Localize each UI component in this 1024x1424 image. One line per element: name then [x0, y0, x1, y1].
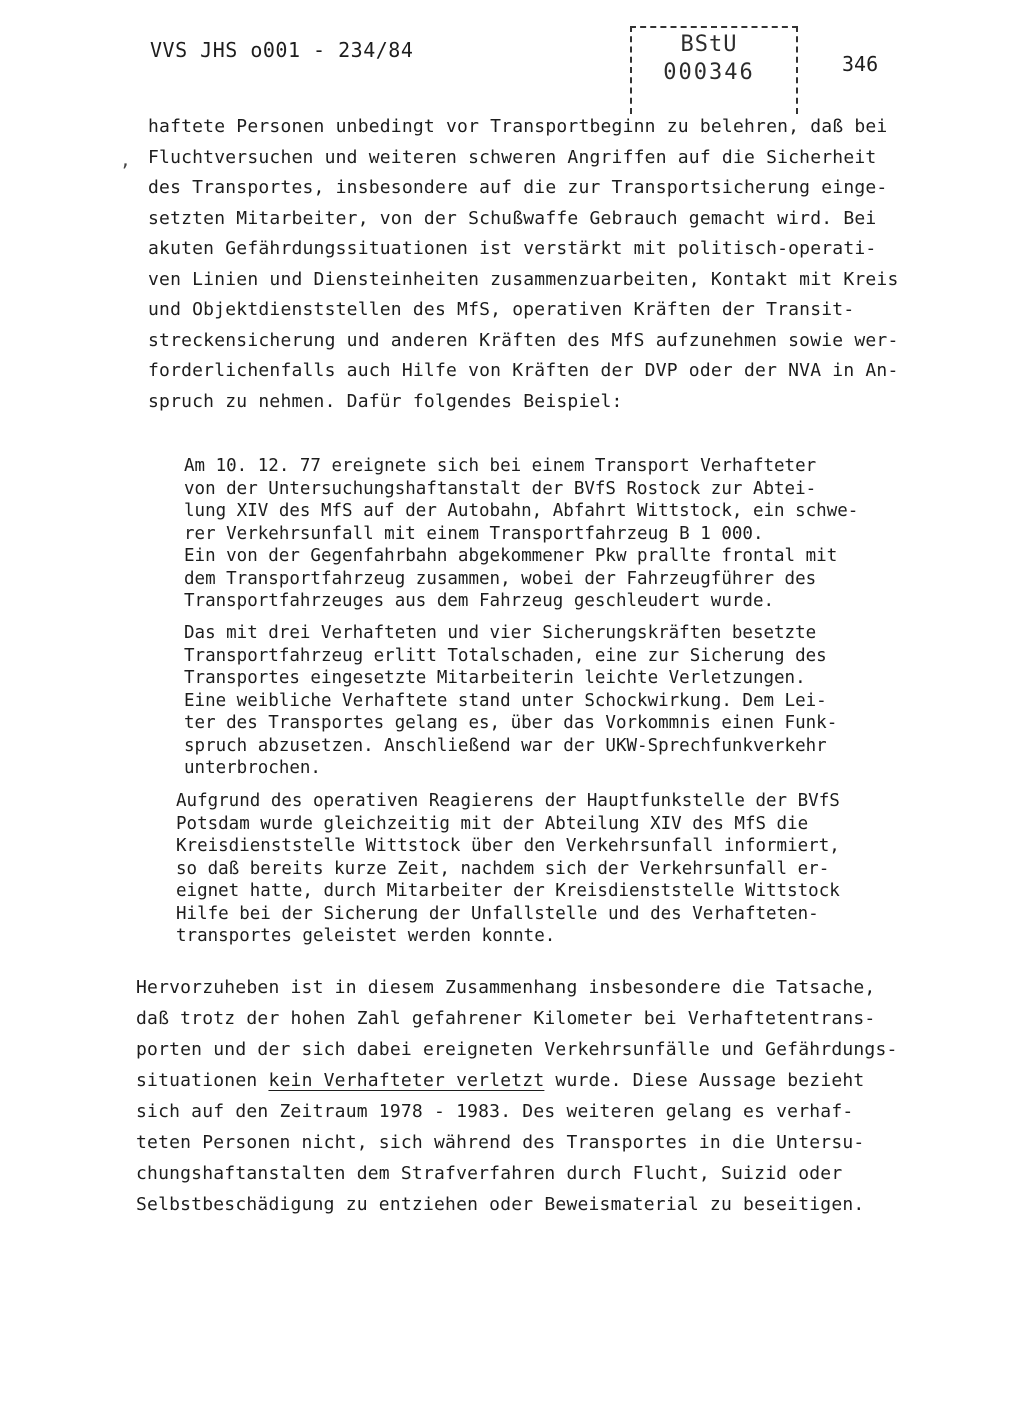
text-line: ter des Transportes gelang es, über das Vorkommnis einen Funk-: [184, 713, 838, 733]
text-line: Transportes eingesetzte Mitarbeiterin leichte Verletzungen.: [184, 668, 806, 688]
text-line: Aufgrund des operativen Reagierens der Hauptfunkstelle der BVfS: [176, 791, 840, 811]
text-line: spruch zu nehmen. Dafür folgendes Beispiel:: [148, 390, 623, 412]
margin-mark: ,: [120, 150, 131, 171]
archive-stamp-label: BStU: [680, 32, 738, 57]
text-line: akuten Gefährdungssituationen ist verstärkt mit politisch-operati-: [148, 238, 877, 259]
text-line: Potsdam wurde gleichzeitig mit der Abteilung XIV des MfS die: [176, 813, 809, 834]
text-line: und Objektdienststellen des MfS, operativen Kräften der Transit-: [148, 299, 855, 320]
text-line: Transportfahrzeug erlitt Totalschaden, eine zur Sicherung des: [184, 645, 827, 666]
text-line: porten und der sich dabei ereigneten Verkehrsunfälle und Gefährdungs-: [136, 1039, 898, 1060]
text-line: Selbstbeschädigung zu entziehen oder Beweismaterial zu beseitigen.: [136, 1194, 865, 1215]
text-segment: situationen: [136, 1070, 269, 1091]
text-line: setzten Mitarbeiter, von der Schußwaffe Gebrauch gemacht wird. Bei: [148, 207, 877, 229]
quote-paragraph-3: [176, 790, 840, 948]
paragraph-2: [136, 972, 898, 1220]
text-line: streckensicherung und anderen Kräften des MfS aufzunehmen sowie wer-: [148, 329, 899, 351]
text-line: eignet hatte, durch Mitarbeiter der Kreisdienststelle Wittstock: [176, 881, 840, 901]
archive-stamp-number: 000346: [663, 60, 755, 85]
text-line: Am 10. 12. 77 ereignete sich bei einem Transport Verhafteter: [184, 456, 817, 476]
text-line: sich auf den Zeitraum 1978 - 1983. Des weiteren gelang es verhaf-: [136, 1101, 854, 1122]
text-line: Fluchtversuchen und weiteren schweren Angriffen auf die Sicherheit: [148, 146, 877, 168]
text-line: Hilfe bei der Sicherung der Unfallstelle und des Verhafteten-: [176, 903, 819, 924]
text-segment: wurde. Diese Aussage bezieht: [544, 1070, 865, 1091]
text-line: so daß bereits kurze Zeit, nachdem sich der Verkehrsunfall er-: [176, 858, 830, 879]
text-line: ven Linien und Diensteinheiten zusammenzuarbeiten, Kontakt mit Kreis: [148, 268, 899, 290]
quote-paragraph-1: [184, 455, 858, 613]
text-line: chungshaftanstalten dem Strafverfahren durch Flucht, Suizid oder: [136, 1163, 843, 1184]
underlined-emphasis: kein Verhafteter verletzt: [268, 1070, 545, 1091]
text-line: spruch abzusetzen. Anschließend war der UKW-Sprechfunkverkehr: [184, 735, 827, 756]
text-line: Kreisdienststelle Wittstock über den Verkehrsunfall informiert,: [176, 836, 840, 856]
archive-stamp-content: [648, 32, 770, 88]
text-line: Das mit drei Verhafteten und vier Sicherungskräften besetzte: [184, 623, 817, 643]
paragraph-1: [148, 112, 899, 417]
text-line: unterbrochen.: [184, 758, 321, 778]
document-reference: VVS JHS o001 - 234/84: [150, 38, 414, 62]
text-line: Transportfahrzeuges aus dem Fahrzeug geschleudert wurde.: [184, 591, 775, 611]
text-line: daß trotz der hohen Zahl gefahrener Kilometer bei Verhaftetentrans-: [136, 1008, 876, 1029]
text-line: haftete Personen unbedingt vor Transportbeginn zu belehren, daß bei: [148, 116, 888, 137]
text-line: Hervorzuheben ist in diesem Zusammenhang insbesondere die Tatsache,: [136, 977, 876, 998]
page-number: 346: [842, 52, 879, 76]
text-line: rer Verkehrsunfall mit einem Transportfahrzeug B 1 000.: [184, 523, 764, 544]
archive-stamp: [630, 26, 798, 114]
text-line: transportes geleistet werden konnte.: [176, 926, 556, 946]
text-line: dem Transportfahrzeug zusammen, wobei der Fahrzeugführer des: [184, 568, 817, 589]
quote-paragraph-2: [184, 622, 837, 780]
text-line: von der Untersuchungshaftanstalt der BVfS Rostock zur Abtei-: [184, 478, 817, 499]
text-line: Eine weibliche Verhaftete stand unter Schockwirkung. Dem Lei-: [184, 690, 827, 711]
text-line: teten Personen nicht, sich während des Transportes in die Untersu-: [136, 1132, 865, 1153]
text-line: Ein von der Gegenfahrbahn abgekommener Pkw prallte frontal mit: [184, 546, 838, 566]
text-line: forderlichenfalls auch Hilfe von Kräften der DVP oder der NVA in An-: [148, 360, 899, 381]
text-line: [136, 1065, 898, 1096]
text-line: des Transportes, insbesondere auf die zur Transportsicherung einge-: [148, 177, 888, 198]
text-line: lung XIV des MfS auf der Autobahn, Abfahrt Wittstock, ein schwe-: [184, 501, 859, 521]
